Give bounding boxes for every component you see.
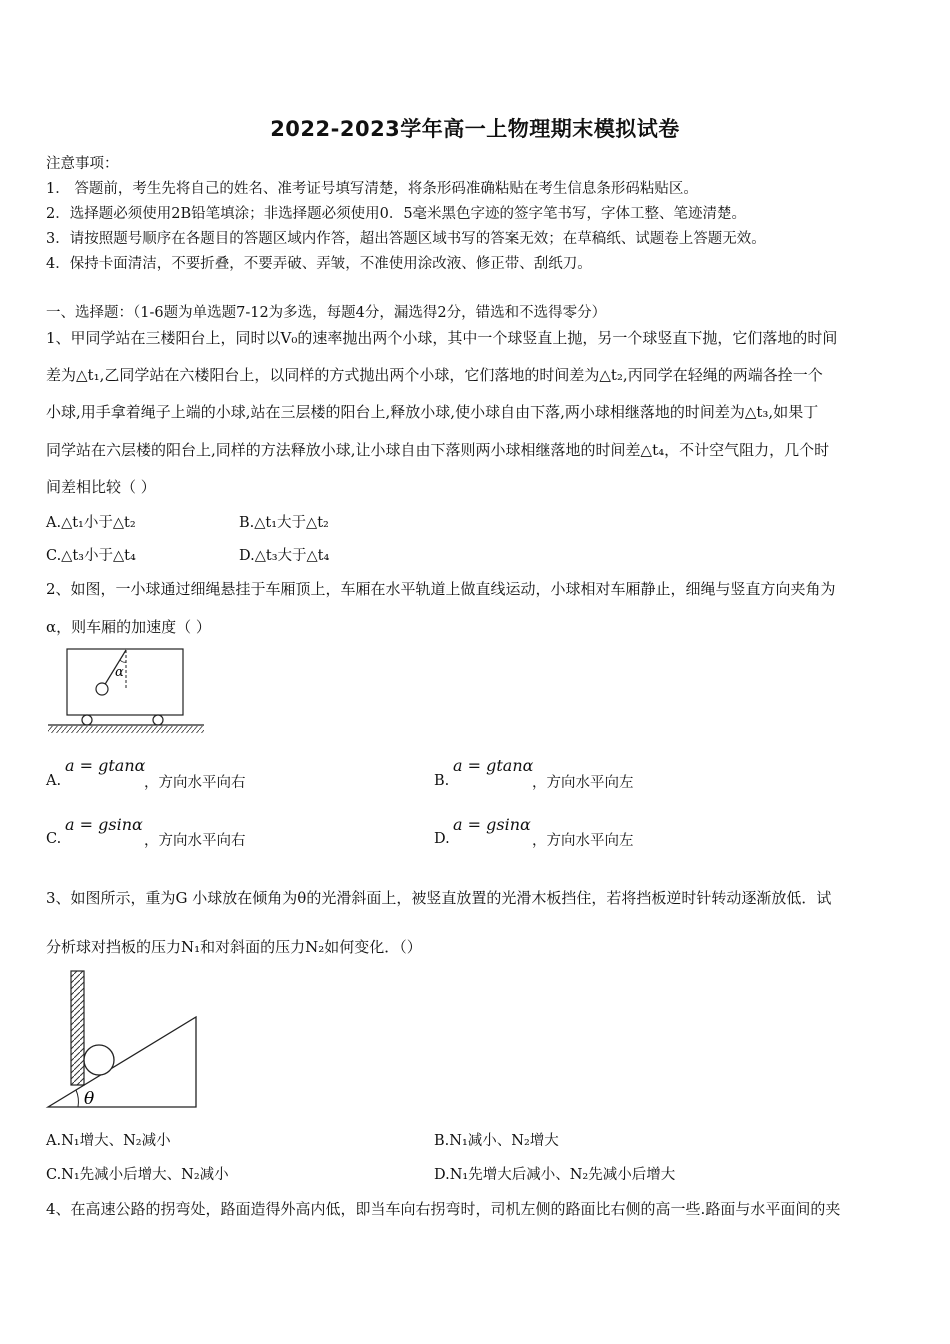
q3-option-b: B.N₁减小、N₂增大 <box>434 1133 559 1149</box>
note-item: 3．请按照题号顺序在各题目的答题区域内作答，超出答题区域书写的答案无效；在草稿纸、试题卷上答题无效。 <box>46 231 766 247</box>
q2-option-d-letter: D. <box>434 831 450 847</box>
q2-option-d-formula: a = gsinα <box>453 815 531 834</box>
q3-option-a: A.N₁增大、N₂减小 <box>46 1133 171 1149</box>
note-item: 4．保持卡面清洁，不要折叠，不要弄破、弄皱，不准使用涂改液、修正带、刮纸刀。 <box>46 256 592 272</box>
note-item: 2．选择题必须使用2B铅笔填涂；非选择题必须使用0．5毫米黑色字迹的签字笔书写，字体工整、笔迹清楚。 <box>46 206 747 222</box>
q1-option-a: A.△t₁小于△t₂ <box>46 515 136 531</box>
page-title: 2022-2023学年高一上物理期末模拟试卷 <box>270 117 680 141</box>
q2-option-a-text: ，方向水平向右 <box>144 775 246 791</box>
alpha-label: α <box>115 665 124 680</box>
q2-line: α，则车厢的加速度（ ） <box>46 618 211 636</box>
q4-line: 4、在高速公路的拐弯处，路面造得外高内低，即当车向右拐弯时，司机左侧的路面比右侧的高一些.路面与水平面间的夹 <box>46 1200 841 1218</box>
q1-line: 小球,用手拿着绳子上端的小球,站在三层楼的阳台上,释放小球,使小球自由下落,两小球相继落地的时间差为△t₃,如果丁 <box>46 403 819 421</box>
q2-option-b-formula: a = gtanα <box>453 756 534 775</box>
q2-option-c-formula: a = gsinα <box>65 815 143 834</box>
q3-line: 3、如图所示，重为G 小球放在倾角为θ的光滑斜面上，被竖直放置的光滑木板挡住，若将挡板逆时针转动逐渐放低．试 <box>46 889 832 907</box>
q3-option-c: C.N₁先减小后增大、N₂减小 <box>46 1167 229 1183</box>
section-heading: 一、选择题：（1-6题为单选题7-12为多选，每题4分，漏选得2分，错选和不选得零分） <box>46 305 607 321</box>
q2-option-b-text: ，方向水平向左 <box>532 775 634 791</box>
q1-line: 同学站在六层楼的阳台上,同样的方法释放小球,让小球自由下落则两小球相继落地的时间差△t₄，不计空气阻力，几个时 <box>46 441 830 459</box>
q2-option-c-text: ，方向水平向右 <box>144 833 246 849</box>
q1-line: 间差相比较（ ） <box>46 478 156 496</box>
q1-line: 1、甲同学站在三楼阳台上，同时以V₀的速率抛出两个小球，其中一个球竖直上抛，另一个球竖直下抛，它们落地的时间 <box>46 329 838 347</box>
q3-line: 分析球对挡板的压力N₁和对斜面的压力N₂如何变化．（） <box>46 938 422 956</box>
q3-option-d: D.N₁先增大后减小、N₂先减小后增大 <box>434 1167 676 1183</box>
notes-heading: 注意事项： <box>46 156 119 172</box>
q2-line: 2、如图，一小球通过细绳悬挂于车厢顶上，车厢在水平轨道上做直线运动，小球相对车厢静止，细绳与竖直方向夹角为 <box>46 580 836 598</box>
note-item: 1． 答题前，考生先将自己的姓名、准考证号填写清楚，将条形码准确粘贴在考生信息条形码粘贴区。 <box>46 181 698 197</box>
q1-line: 差为△t₁,乙同学站在六楼阳台上，以同样的方式抛出两个小球，它们落地的时间差为△t₂,丙同学在轻绳的两端各拴一个 <box>46 366 823 384</box>
incline-figure <box>44 968 204 1110</box>
q2-option-b-letter: B. <box>434 773 450 789</box>
q1-option-b: B.△t₁大于△t₂ <box>239 515 329 531</box>
q1-option-c: C.△t₃小于△t₄ <box>46 548 136 564</box>
q2-option-c-letter: C. <box>46 831 62 847</box>
q2-option-a-letter: A. <box>46 773 62 789</box>
q1-option-d: D.△t₃大于△t₄ <box>239 548 330 564</box>
q2-option-d-text: ，方向水平向左 <box>532 833 634 849</box>
q2-option-a-formula: a = gtanα <box>65 756 146 775</box>
theta-label: θ <box>84 1089 95 1109</box>
train-car-figure <box>44 646 214 738</box>
